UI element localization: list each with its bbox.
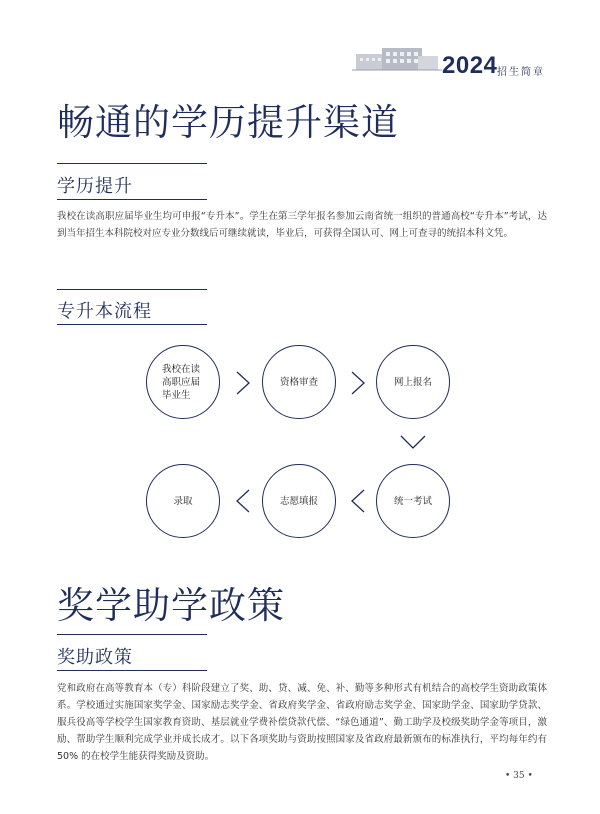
flow-step-qualification-review	[262, 345, 336, 419]
chevron-left-icon	[234, 488, 252, 514]
divider	[57, 634, 207, 635]
divider	[57, 324, 207, 325]
subsection-heading-flow: 专升本流程	[57, 301, 152, 322]
flow-step-application-filling	[262, 464, 336, 538]
financial-aid-paragraph: 党和政府在高等教育本（专）科阶段建立了奖、助、贷、减、免、补、勤等多种形式有机结合的高校学生资助政策体系。学校通过实施国家奖学金、国家励志奖学金、省政府奖学金、省政府励志奖学金、国家助学金、国家助学贷款、服兵役高等学校学生国家教育资助、基层就业学费补偿贷款代偿、“绿色通道”、勤工助学及校级奖助学金等项目，激励、帮助学生顺利完成学业并成长成才。以下各项奖助与资助按照国家及省政府最新颁布的标准执行，平均每年约有 50% 的在校学生能获得奖励及资助。	[57, 683, 547, 762]
brochure-subtitle: 招生简章	[497, 67, 545, 78]
brochure-year: 2024	[442, 52, 498, 79]
section-heading-scholarship-policy: 奖学助学政策	[57, 584, 285, 627]
flow-step-online-registration	[376, 345, 450, 419]
flow-step-label: 统一考试	[393, 495, 432, 507]
subsection-heading-education-upgrade: 学历提升	[57, 176, 133, 197]
education-upgrade-paragraph: 我校在读高职应届毕业生均可申报“专升本”。学生在第三学年报名参加云南省统一组织的普通高校“专升本”考试，达到当年招生本科院校对应专业分数线后可继续就读，毕业后，可获得全国认可、网上可查寻的统招本科文凭。	[57, 211, 547, 239]
page-number: • 35 •	[505, 771, 533, 781]
divider	[57, 670, 207, 671]
campus-building-illustration	[352, 44, 442, 72]
section-heading-education-pathway: 畅通的学历提升渠道	[57, 101, 399, 144]
chevron-down-icon	[399, 433, 427, 451]
flow-step-label: 录取	[173, 495, 193, 507]
divider	[57, 163, 207, 164]
subsection-heading-financial-aid: 奖助政策	[57, 647, 133, 668]
divider	[57, 199, 207, 200]
divider	[57, 289, 207, 290]
flow-step-unified-exam	[376, 464, 450, 538]
chevron-right-icon	[349, 370, 367, 396]
flow-step-label: 我校在读高职应届毕业生	[162, 363, 201, 401]
chevron-right-icon	[234, 370, 252, 396]
flow-step-label: 资格审查	[279, 376, 318, 388]
flow-step-admission	[146, 464, 220, 538]
flow-step-label: 网上报名	[393, 376, 432, 388]
flow-step-eligible-students	[146, 345, 220, 419]
chevron-left-icon	[349, 488, 367, 514]
flow-step-label: 志愿填报	[279, 495, 318, 507]
